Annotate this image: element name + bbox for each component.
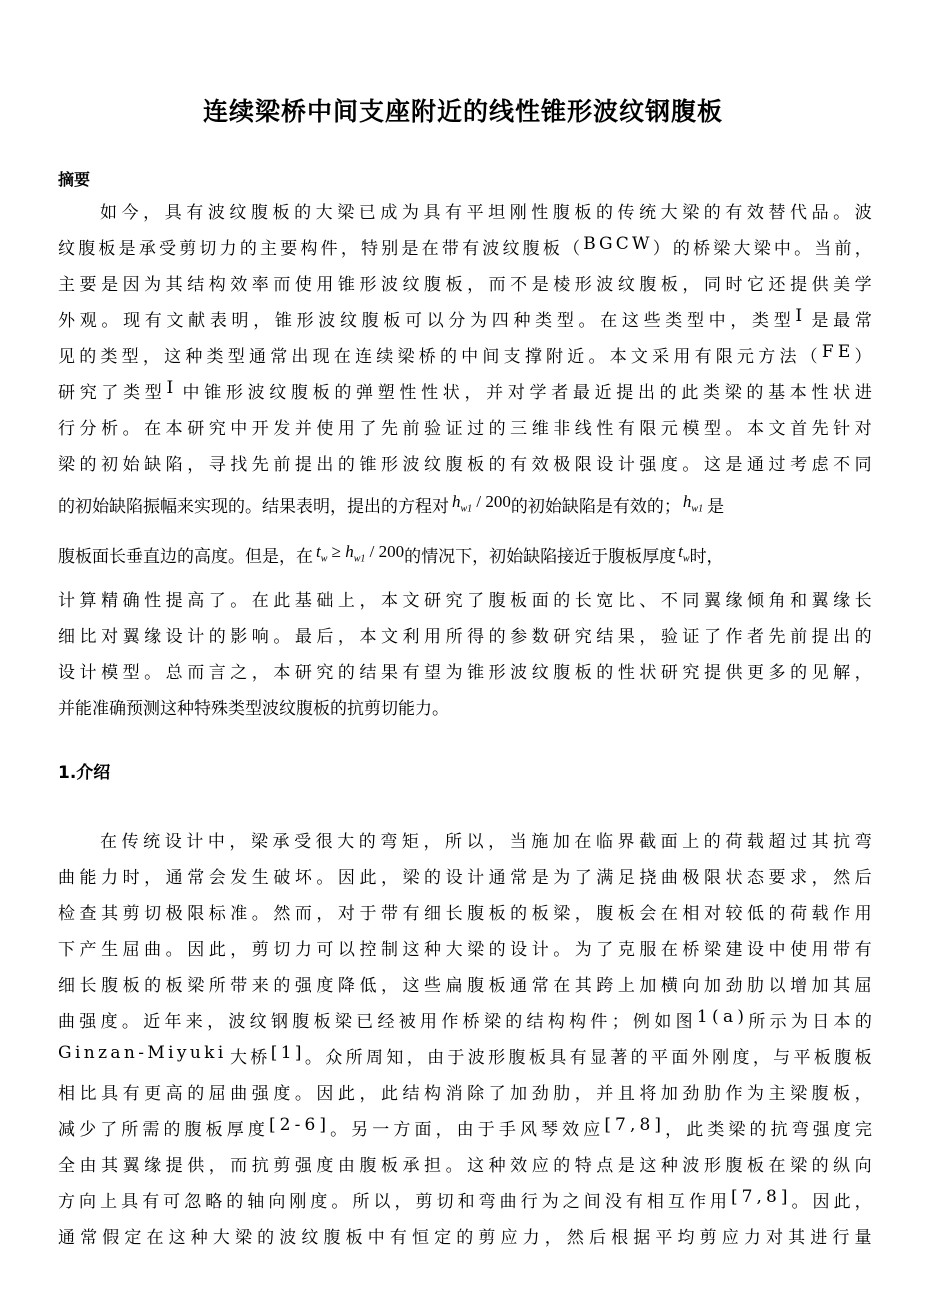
abstract-line-text: 纹 腹 板 是 承 受 剪 切 力 的 主 要 构 件 ， 特 别 是 在 带 有 波 纹 腹 板 （ B G C W ） 的 桥 梁 大 梁 中 。 当 前 ， — [58, 234, 872, 259]
abstract-line-text: 时， — [689, 547, 724, 567]
abstract-line-text: 外 观 。 现 有 文 献 表 明 ， 锥 形 波 纹 腹 板 可 以 分 为 四 种 类 型 。 在 这 些 类 型 中 ， 类 型 I 是 最 常 — [58, 306, 872, 331]
intro-line — [58, 1079, 872, 1104]
abstract-line — [58, 450, 872, 475]
abstract-line-math — [58, 492, 872, 517]
intro-line-text: 曲 能 力 时 ， 通 常 会 发 生 破 坏 。 因 此 ， 梁 的 设 计 通 常 是 为 了 满 足 挠 曲 极 限 状 态 要 求 ， 然 后 — [58, 868, 872, 888]
intro-line-text: 在 传 统 设 计 中 ， 梁 承 受 很 大 的 弯 矩 ， 所 以 ， 当 施 加 在 临 界 截 面 上 的 荷 载 超 过 其 抗 弯 — [100, 832, 872, 852]
intro-line-text: 减 少 了 所 需 的 腹 板 厚 度 [ 2 - 6 ] 。 另 一 方 面 ， 由 于 手 风 琴 效 应 [ 7 , 8 ] ， 此 类 梁 的 抗 弯 强 度 完 — [58, 1115, 872, 1140]
formula-h: h — [682, 492, 692, 511]
formula-t: t — [316, 542, 321, 561]
intro-line — [58, 1007, 872, 1032]
formula-h-subscript: w1 — [353, 553, 366, 565]
intro-line-text: 下 产 生 屈 曲 。 因 此 ， 剪 切 力 可 以 控 制 这 种 大 梁 的 设 计 。 为 了 克 服 在 桥 梁 建 设 中 使 用 带 有 — [58, 940, 872, 960]
abstract-line-text: 设 计 模 型 。 总 而 言 之 ， 本 研 究 的 结 果 有 望 为 锥 形 波 纹 腹 板 的 性 状 研 究 提 供 更 多 的 见 解 ， — [58, 663, 872, 683]
intro-line-text: 通 常 假 定 在 这 种 大 梁 的 波 纹 腹 板 中 有 恒 定 的 剪 应 力 ， 然 后 根 据 平 均 剪 应 力 对 其 进 行 量 — [58, 1228, 872, 1248]
intro-line — [58, 1151, 872, 1176]
formula-h-subscript: w1 — [460, 503, 473, 515]
intro-line-text: 方 向 上 具 有 可 忽 略 的 轴 向 刚 度 。 所 以 ， 剪 切 和 弯 曲 行 为 之 间 没 有 相 互 作 用 [ 7 , 8 ] 。 因 此 ， — [58, 1187, 872, 1212]
section-heading-intro: 1.介绍 — [58, 763, 111, 783]
abstract-line-text: 梁 的 初 始 缺 陷 ， 寻 找 先 前 提 出 的 锥 形 波 纹 腹 板 的 有 效 极 限 设 计 强 度 。 这 是 通 过 考 虑 不 同 — [58, 455, 872, 475]
inline-formula — [678, 542, 689, 567]
abstract-line — [58, 622, 872, 647]
abstract-line — [58, 378, 872, 403]
abstract-line-text: 的初始缺陷是有效的； — [510, 497, 681, 517]
formula-div200: / 200 — [369, 542, 405, 561]
intro-line — [58, 863, 872, 888]
formula-h: h — [345, 542, 354, 561]
abstract-line — [58, 658, 872, 683]
formula-t: t — [678, 542, 683, 561]
formula-t-subscript: w — [320, 553, 328, 565]
formula-geq: ≥ — [331, 542, 341, 561]
abstract-line-text: 研 究 了 类 型 I 中 锥 形 波 纹 腹 板 的 弹 塑 性 性 状 ， 并 对 学 者 最 近 提 出 的 此 类 梁 的 基 本 性 状 进 — [58, 378, 872, 403]
abstract-line-text: 如 今 ， 具 有 波 纹 腹 板 的 大 梁 已 成 为 具 有 平 坦 刚 性 腹 板 的 传 统 大 梁 的 有 效 替 代 品 。 波 — [100, 203, 872, 223]
abstract-line-text: 的情况下，初始缺陷接近于腹板厚度 — [404, 547, 677, 567]
intro-line-text: 全 由 其 翼 缘 提 供 ， 而 抗 剪 强 度 由 腹 板 承 担 。 这 种 效 应 的 特 点 是 这 种 波 形 腹 板 在 梁 的 纵 向 — [58, 1156, 872, 1176]
intro-line-text: 细 长 腹 板 的 板 梁 所 带 来 的 强 度 降 低 ， 这 些 扁 腹 板 通 常 在 其 跨 上 加 横 向 加 劲 肋 以 增 加 其 屈 — [58, 976, 872, 996]
intro-line — [100, 827, 872, 852]
abstract-line — [58, 306, 872, 331]
formula-t-subscript: w — [682, 553, 690, 565]
inline-formula — [683, 492, 703, 517]
abstract-line — [58, 270, 872, 295]
abstract-line-text: 的初始缺陷振幅来实现的。结果表明，提出的方程对 — [58, 497, 449, 517]
abstract-line-math — [58, 542, 872, 567]
intro-line — [58, 1223, 872, 1248]
inline-formula — [452, 492, 511, 517]
paper-title: 连续梁桥中间支座附近的线性锥形波纹钢腹板 — [202, 97, 723, 126]
intro-line-text: 曲 强 度 。 近 年 来 ， 波 纹 钢 腹 板 梁 已 经 被 用 作 桥 梁 的 结 构 构 件 ； 例 如 图 1 ( a ) 所 示 为 日 本 的 — [58, 1007, 872, 1032]
abstract-line-text: 见 的 类 型 ， 这 种 类 型 通 常 出 现 在 连 续 梁 桥 的 中 间 支 撑 附 近 。 本 文 采 用 有 限 元 方 法 （ F E ） — [58, 342, 872, 367]
abstract-line-text: 腹板面长垂直边的高度。但是，在 — [58, 547, 313, 567]
abstract-line — [58, 694, 872, 719]
intro-line-text: 检 查 其 剪 切 极 限 标 准 。 然 而 ， 对 于 带 有 细 长 腹 板 的 板 梁 ， 腹 板 会 在 相 对 较 低 的 荷 载 作 用 — [58, 904, 872, 924]
formula-div200: / 200 — [476, 492, 511, 511]
abstract-line-text: 主 要 是 因 为 其 结 构 效 率 而 使 用 锥 形 波 纹 腹 板 ， 而 不 是 棱 形 波 纹 腹 板 ， 同 时 它 还 提 供 美 学 — [58, 275, 872, 295]
inline-formula — [316, 542, 404, 567]
abstract-line-text: 并能准确预测这种特殊类型波纹腹板的抗剪切能力。 — [58, 699, 449, 719]
intro-line — [58, 899, 872, 924]
abstract-line — [58, 414, 872, 439]
formula-h-subscript: w1 — [691, 503, 704, 515]
abstract-line — [58, 586, 872, 611]
abstract-line-text: 行 分 析 。 在 本 研 究 中 开 发 并 使 用 了 先 前 验 证 过 的 三 维 非 线 性 有 限 元 模 型 。 本 文 首 先 针 对 — [58, 419, 872, 439]
abstract-line-text: 计 算 精 确 性 提 高 了 。 在 此 基 础 上 ， 本 文 研 究 了 腹 板 面 的 长 宽 比 、 不 同 翼 缘 倾 角 和 翼 缘 长 — [58, 591, 872, 611]
abstract-line — [58, 342, 872, 367]
intro-line — [58, 1043, 872, 1068]
intro-line-text: G i n z a n - M i y u k i 大 桥 [ 1 ] 。 众 所 周 知 ， 由 于 波 形 腹 板 具 有 显 著 的 平 面 外 刚 度 ， 与 平 板 腹 板 — [58, 1043, 872, 1068]
intro-line — [58, 971, 872, 996]
abstract-line-text: 细 比 对 翼 缘 设 计 的 影 响 。 最 后 ， 本 文 利 用 所 得 的 参 数 研 究 结 果 ， 验 证 了 作 者 先 前 提 出 的 — [58, 627, 872, 647]
abstract-line — [58, 234, 872, 259]
intro-line — [58, 1115, 872, 1140]
abstract-line-text: 是 — [707, 497, 725, 517]
formula-h: h — [452, 492, 461, 511]
intro-line — [58, 935, 872, 960]
intro-line-text: 相 比 具 有 更 高 的 屈 曲 强 度 。 因 此 ， 此 结 构 消 除 了 加 劲 肋 ， 并 且 将 加 劲 肋 作 为 主 梁 腹 板 ， — [58, 1084, 872, 1104]
abstract-line — [100, 198, 872, 223]
abstract-heading: 摘要 — [58, 170, 91, 189]
intro-line — [58, 1187, 872, 1212]
